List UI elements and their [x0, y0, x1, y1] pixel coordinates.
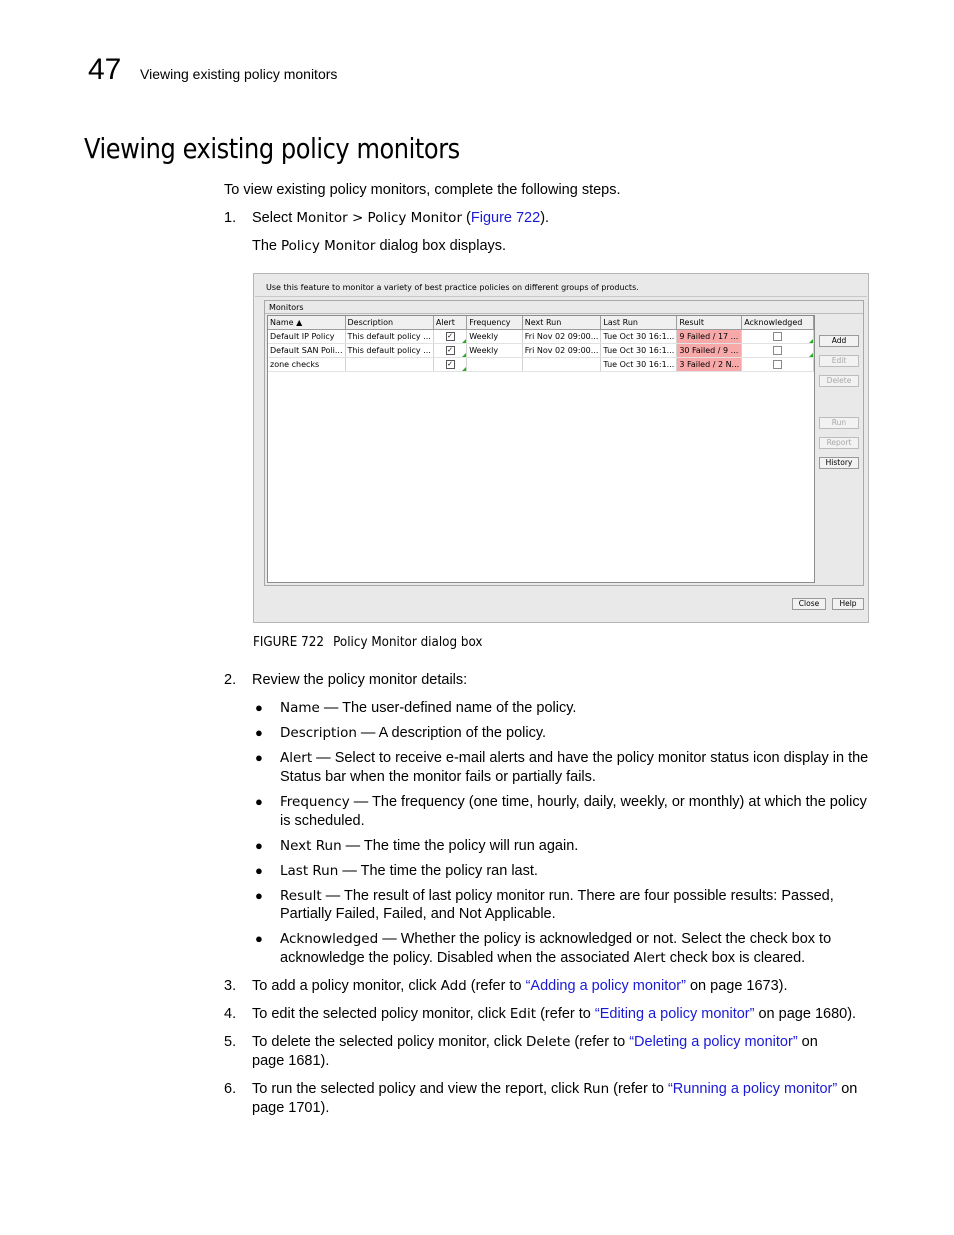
figure-label: FIGURE 722 — [253, 635, 324, 650]
step-6-pre: To run the selected policy and view the report, click — [252, 1081, 584, 1097]
term-acknowledged: Acknowledged — [280, 931, 379, 947]
editing-policy-monitor-link[interactable]: “Editing a policy monitor” — [594, 1006, 755, 1022]
step-6-line2: page 1701). — [252, 1100, 330, 1116]
step-4-ui: Edit — [509, 1006, 537, 1022]
bullet-next-run — [280, 837, 578, 856]
cell-acknowledged — [742, 330, 814, 344]
cell-result: 3 Failed / 2 N... — [677, 358, 742, 372]
dialog-separator — [255, 296, 867, 297]
desc-description: — A description of the policy. — [356, 725, 547, 741]
column-header-frequency[interactable]: Frequency — [467, 316, 523, 330]
cell-frequency: Weekly — [467, 344, 523, 358]
bullet-icon: ● — [255, 863, 263, 878]
bullet-icon: ● — [255, 700, 263, 715]
cell-frequency — [467, 358, 523, 372]
step-4-post: on page 1680). — [754, 1006, 857, 1022]
step-1-note-ui: Policy Monitor — [281, 238, 376, 254]
alert-checkbox[interactable]: ✓ — [447, 360, 453, 368]
help-button[interactable]: Help — [832, 598, 864, 610]
term-last-run: Last Run — [280, 863, 339, 879]
desc-alert: — Select to receive e-mail alerts and have the policy monitor status icon display in the — [312, 750, 869, 766]
cell-next-run: Fri Nov 02 09:00... — [522, 344, 601, 358]
step-5-line2: page 1681). — [252, 1053, 330, 1069]
step-1-note-pre: The — [252, 238, 282, 254]
term-description: Description — [280, 725, 357, 741]
cell-next-run — [522, 358, 601, 372]
desc-next-run: — The time the policy will run again. — [341, 838, 579, 854]
desc-last-run: — The time the policy ran last. — [338, 863, 538, 879]
step-5-number: 5. — [224, 1034, 237, 1050]
chapter-title: Viewing existing policy monitors — [140, 66, 338, 82]
bullet-last-run — [280, 862, 538, 881]
step-1-menu-path: Monitor > Policy Monitor — [296, 210, 462, 226]
changed-marker-icon — [462, 353, 466, 357]
bullet-icon: ● — [255, 725, 263, 740]
column-header-acknowledged[interactable]: Acknowledged — [742, 316, 814, 330]
bullet-alert — [280, 749, 868, 768]
cell-next-run: Fri Nov 02 09:00... — [522, 330, 601, 344]
running-policy-monitor-link[interactable]: “Running a policy monitor” — [667, 1081, 838, 1097]
monitors-header-line — [265, 313, 863, 314]
bullet-result — [280, 887, 834, 906]
acknowledged-checkbox[interactable] — [773, 332, 782, 341]
add-button[interactable]: Add — [819, 335, 859, 347]
column-header-last-run[interactable]: Last Run — [601, 316, 677, 330]
deleting-policy-monitor-link[interactable]: “Deleting a policy monitor” — [629, 1034, 798, 1050]
cell-alert — [433, 344, 466, 358]
run-button[interactable]: Run — [819, 417, 859, 429]
monitors-group — [264, 300, 864, 586]
step-6-ui: Run — [583, 1081, 610, 1097]
cell-acknowledged — [742, 344, 814, 358]
alert-checkbox[interactable]: ✓ — [447, 332, 453, 340]
cell-name: zone checks — [268, 358, 345, 372]
cell-description — [345, 358, 433, 372]
step-4-pre: To edit the selected policy monitor, click — [252, 1006, 510, 1022]
cell-description: This default policy ... — [345, 344, 433, 358]
bullet-icon: ● — [255, 794, 263, 809]
column-header-alert[interactable]: Alert — [433, 316, 466, 330]
bullet-alert-line2: Status bar when the monitor fails or partially fails. — [280, 769, 596, 785]
delete-button[interactable]: Delete — [819, 375, 859, 387]
step-6-number: 6. — [224, 1081, 237, 1097]
figure-722-link[interactable]: Figure 722 — [470, 210, 541, 226]
desc-ack-pre: acknowledge the policy. Disabled when the associated — [280, 950, 634, 966]
step-3-text — [252, 977, 788, 996]
step-5-pre: To delete the selected policy monitor, click — [252, 1034, 527, 1050]
monitors-table[interactable] — [267, 315, 815, 583]
table-header-row — [268, 316, 814, 330]
cell-last-run: Tue Oct 30 16:1... — [601, 344, 677, 358]
step-4-text — [252, 1005, 856, 1024]
term-next-run: Next Run — [280, 838, 342, 854]
step-4-number: 4. — [224, 1006, 237, 1022]
changed-marker-icon — [462, 367, 466, 371]
acknowledged-checkbox[interactable] — [773, 360, 782, 369]
bullet-icon: ● — [255, 750, 263, 765]
close-button[interactable]: Close — [792, 598, 826, 610]
desc-frequency: — The frequency (one time, hourly, daily, weekly, or monthly) at which the policy — [349, 794, 867, 810]
bullet-frequency-line2: is scheduled. — [280, 813, 365, 829]
term-frequency: Frequency — [280, 794, 350, 810]
changed-marker-icon — [809, 353, 813, 357]
term-alert: Alert — [280, 750, 313, 766]
step-1-note-post: dialog box displays. — [375, 238, 507, 254]
bullet-icon: ● — [255, 931, 263, 946]
bullet-description — [280, 724, 546, 743]
step-1-text — [252, 209, 549, 228]
changed-marker-icon — [462, 339, 466, 343]
step-1-post: ). — [540, 210, 550, 226]
bullet-acknowledged — [280, 930, 831, 949]
adding-policy-monitor-link[interactable]: “Adding a policy monitor” — [525, 978, 686, 994]
step-4-mid: (refer to — [536, 1006, 595, 1022]
cell-alert — [433, 358, 466, 372]
intro-text: To view existing policy monitors, complete the following steps. — [224, 182, 621, 198]
step-3-mid: (refer to — [466, 978, 526, 994]
column-header-description[interactable]: Description — [345, 316, 433, 330]
desc-ack-ui: Alert — [633, 950, 666, 966]
history-button[interactable]: History — [819, 457, 859, 469]
step-2-number: 2. — [224, 672, 237, 688]
bullet-frequency — [280, 793, 867, 812]
step-1-mid: ( — [462, 210, 471, 226]
bullet-acknowledged-line2 — [280, 949, 805, 968]
desc-acknowledged: — Whether the policy is acknowledged or not. Select the check box to — [378, 931, 832, 947]
figure-caption-text: Policy Monitor dialog box — [333, 635, 483, 650]
edit-button[interactable]: Edit — [819, 355, 859, 367]
step-5-mid: (refer to — [570, 1034, 630, 1050]
step-3-number: 3. — [224, 978, 237, 994]
cell-result: 30 Failed / 9 ... — [677, 344, 742, 358]
table-row[interactable] — [268, 358, 814, 372]
step-1-note — [252, 237, 506, 256]
table-row[interactable] — [268, 330, 814, 344]
cell-alert — [433, 330, 466, 344]
term-result: Result — [280, 888, 322, 904]
table-row[interactable] — [268, 344, 814, 358]
cell-name: Default IP Policy — [268, 330, 345, 344]
step-6-text — [252, 1080, 857, 1099]
report-button[interactable]: Report — [819, 437, 859, 449]
alert-checkbox[interactable]: ✓ — [447, 346, 453, 354]
cell-name: Default SAN Poli... — [268, 344, 345, 358]
policy-monitor-dialog — [253, 273, 869, 623]
step-5-text — [252, 1033, 818, 1052]
bullet-name — [280, 699, 576, 718]
step-6-mid: (refer to — [609, 1081, 668, 1097]
column-header-name[interactable]: Name ▲ — [268, 316, 345, 330]
desc-result: — The result of last policy monitor run. There are four possible results: Passed, — [321, 888, 834, 904]
cell-description: This default policy ... — [345, 330, 433, 344]
figure-caption — [253, 635, 482, 650]
cell-acknowledged — [742, 358, 814, 372]
bullet-result-line2: Partially Failed, Failed, and Not Applicable. — [280, 906, 556, 922]
step-6-post: on — [837, 1081, 858, 1097]
bullet-icon: ● — [255, 888, 263, 903]
desc-ack-post: check box is cleared. — [665, 950, 806, 966]
cell-result: 9 Failed / 17 ... — [677, 330, 742, 344]
step-5-ui: Delete — [526, 1034, 571, 1050]
column-header-result[interactable]: Result — [677, 316, 742, 330]
step-3-post: on page 1673). — [685, 978, 788, 994]
dialog-intro-text: Use this feature to monitor a variety of best practice policies on different groups of products. — [266, 283, 639, 292]
step-3-pre: To add a policy monitor, click — [252, 978, 441, 994]
acknowledged-checkbox[interactable] — [773, 346, 782, 355]
cell-last-run: Tue Oct 30 16:1... — [601, 330, 677, 344]
chapter-number: 47 — [88, 53, 122, 86]
cell-last-run: Tue Oct 30 16:1... — [601, 358, 677, 372]
changed-marker-icon — [809, 339, 813, 343]
step-5-post: on — [797, 1034, 818, 1050]
bullet-icon: ● — [255, 838, 263, 853]
monitors-label: Monitors — [269, 303, 304, 312]
monitors-grid — [268, 316, 814, 372]
step-3-ui: Add — [440, 978, 467, 994]
desc-name: — The user-defined name of the policy. — [319, 700, 577, 716]
step-1-pre: Select — [252, 210, 297, 226]
column-header-next-run[interactable]: Next Run — [522, 316, 601, 330]
term-name: Name — [280, 700, 320, 716]
page-title: Viewing existing policy monitors — [84, 132, 460, 165]
step-2-text: Review the policy monitor details: — [252, 672, 468, 688]
step-1-number: 1. — [224, 210, 237, 226]
cell-frequency: Weekly — [467, 330, 523, 344]
